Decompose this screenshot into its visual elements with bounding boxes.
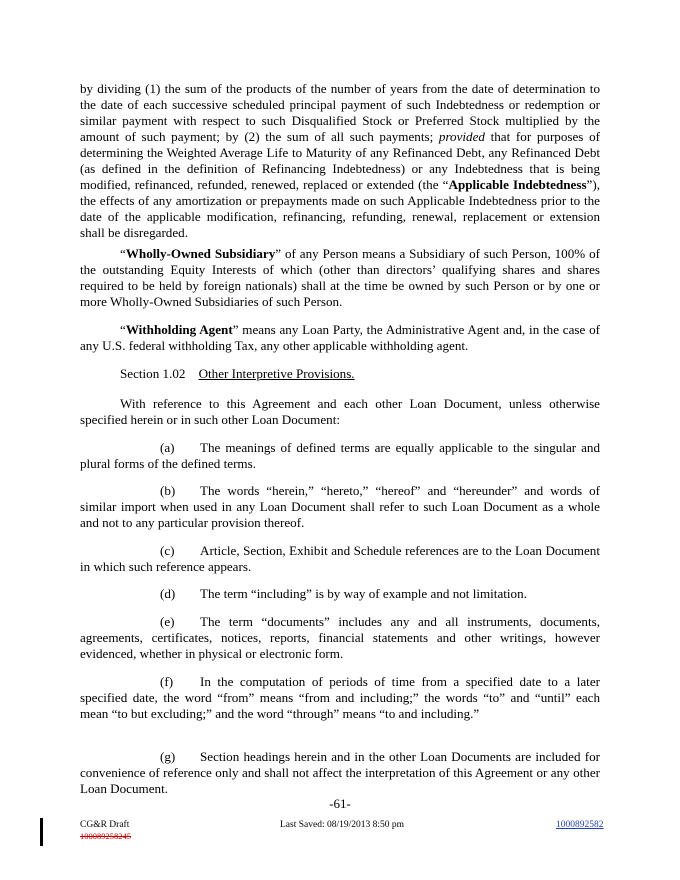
item-text: The term “documents” includes any and all instruments, documents, agreements, certificates, notices, reports, financial statements and other writings, however evidenced, whether in physical or electronic form. [80, 614, 600, 661]
defined-term: Withholding Agent [125, 322, 233, 337]
item-label: (d) [160, 586, 176, 601]
item-text: Article, Section, Exhibit and Schedule references are to the Loan Document in which such reference appears. [80, 543, 600, 574]
paragraph-intro: With reference to this Agreement and each other Loan Document, unless otherwise specified herein or in such other Loan Document: [80, 396, 600, 427]
revision-change-bar [40, 818, 43, 846]
paragraph-weighted-average-life [80, 81, 600, 241]
defined-term: Wholly-Owned Subsidiary [125, 246, 276, 261]
paragraph-wholly-owned-subsidiary [80, 246, 600, 310]
text-run: ” means any Loan Party, the Administrative Agent and, in the case of any U.S. federal withholding Tax, any other applicable withholding agent. [80, 322, 600, 353]
text-run: by dividing (1) the sum of the products of the number of years from the date of determination to the date of each successive scheduled principal payment of such Indebtedness or redemption or similar payment with respect to such Disqualified Stock or Preferred Stock multiplied by the amount of such payment; by (2) the sum of all such payments; [80, 81, 600, 144]
item-text: The meanings of defined terms are equally applicable to the singular and plural forms of the defined terms. [80, 440, 600, 471]
item-text: The words “herein,” “hereto,” “hereof” and “hereunder” and words of similar import when used in any Loan Document shall refer to such Loan Document as a whole and not to any particular provision thereof. [80, 483, 600, 530]
item-label: (c) [160, 543, 175, 558]
section-number: Section 1.02 [120, 366, 186, 381]
italic-term: provided [438, 129, 485, 144]
quote: “ [120, 322, 126, 337]
list-item [80, 483, 600, 531]
text-run: ”), the effects of any amortization or prepayments made on such Applicable Indebtedness prior to the date of the applicable modification, refinancing, refunding, renewal, replacement or extension shall be disregarded. [80, 177, 600, 240]
list-item [80, 586, 600, 602]
footer-doc-number: 1000892582 [556, 820, 604, 830]
list-item [80, 440, 600, 472]
text-run: ” of any Person means a Subsidiary of such Person, 100% of the outstanding Equity Interests of which (other than directors’ qualifying shares and shares required to be held by foreign nationals) shall at the time be owned by such Person or by one or more Wholly-Owned Subsidiaries of such Person. [80, 246, 600, 309]
section-title: Other Interpretive Provisions. [198, 366, 355, 381]
list-item [80, 674, 600, 722]
item-text: In the computation of periods of time from a specified date to a later specified date, the word “from” means “from and including;” the words “to” and “until” each mean “to but excluding;” and the word “through” means “to and including.” [80, 674, 600, 721]
footer-draft-label: CG&R Draft [80, 820, 130, 830]
item-label: (e) [160, 614, 175, 629]
section-heading [80, 366, 600, 382]
list-item [80, 749, 600, 797]
paragraph-withholding-agent [80, 322, 600, 354]
item-label: (b) [160, 483, 176, 498]
item-label: (f) [160, 674, 174, 689]
item-text: The term “including” is by way of example and not limitation. [200, 586, 527, 601]
list-item [80, 614, 600, 662]
defined-term: Applicable Indebtedness [448, 177, 587, 192]
quote: “ [120, 246, 126, 261]
page-number: -61- [329, 796, 351, 811]
item-label: (a) [160, 440, 175, 455]
footer-deleted-doc-number: 100089258245 [80, 831, 131, 841]
text-run: that for purposes of determining the Weighted Average Life to Maturity of any Refinanced Debt, any Refinanced Debt (as defined in the definition of Refinancing Indebtedness) or any Indebtedness that is being modified, refinanced, refunded, renewed, replaced or extended (the “ [80, 129, 600, 192]
item-label: (g) [160, 749, 176, 764]
footer-last-saved: Last Saved: 08/19/2013 8:50 pm [280, 820, 405, 830]
item-text: Section headings herein and in the other Loan Documents are included for convenience of reference only and shall not affect the interpretation of this Agreement or any other Loan Document. [80, 749, 600, 796]
list-item [80, 543, 600, 575]
